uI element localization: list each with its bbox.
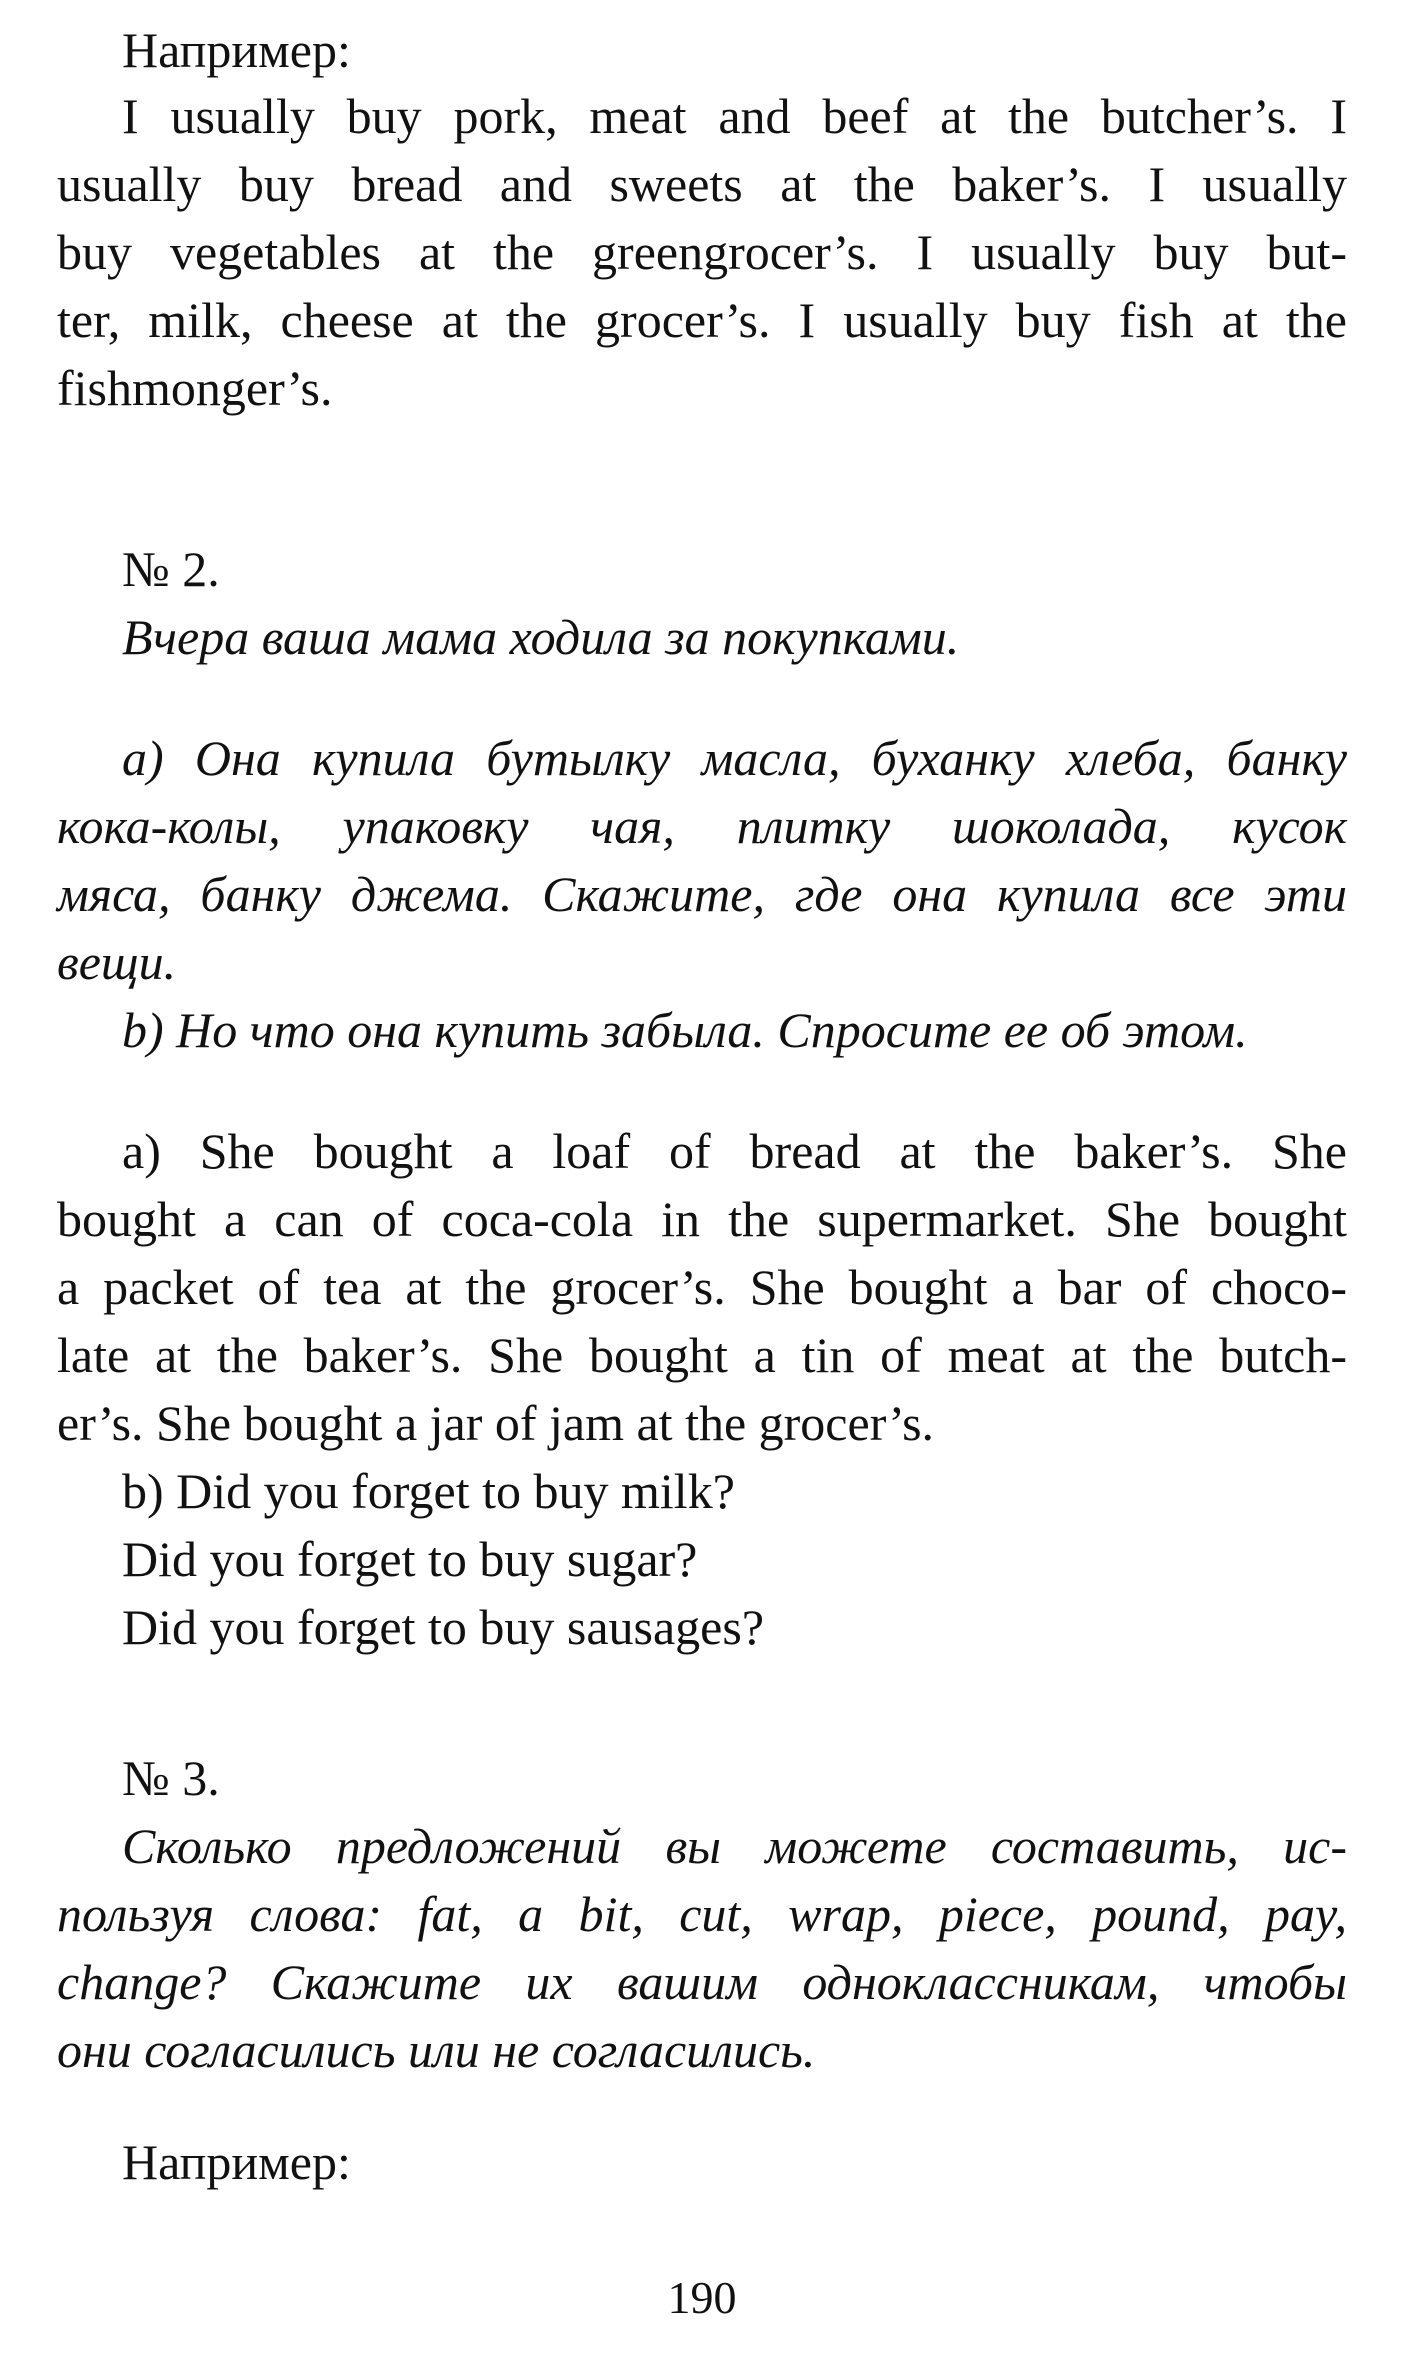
example-heading: Например: bbox=[122, 2134, 351, 2190]
task-a-line: a) Она купила бутылку масла, буханку хлеба, банку bbox=[122, 730, 1347, 786]
task-a-line: кока-колы, упаковку чая, плитку шоколада, кусок bbox=[57, 798, 1347, 854]
task-a-line: вещи. bbox=[57, 934, 177, 990]
answer-a-line: late at the baker’s. She bought a tin of meat at the butch- bbox=[57, 1327, 1347, 1383]
example-line: I usually buy pork, meat and beef at the butcher’s. I bbox=[122, 88, 1347, 144]
task-b-line: b) Но что она купить забыла. Спросите ее об этом. bbox=[122, 1002, 1248, 1058]
answer-a-line: a) She bought a loaf of bread at the baker’s. She bbox=[122, 1123, 1347, 1179]
answer-b-line: Did you forget to buy sugar? bbox=[122, 1531, 698, 1587]
example-heading: Например: bbox=[122, 22, 351, 78]
exercise-instruction-line: Сколько предложений вы можете составить, ис- bbox=[122, 1818, 1347, 1874]
exercise-instruction: Вчера ваша мама ходила за покупками. bbox=[122, 609, 960, 665]
example-line: ter, milk, cheese at the grocer’s. I usually buy fish at the bbox=[57, 292, 1347, 348]
exercise-number: № 3. bbox=[122, 1750, 220, 1806]
example-line: usually buy bread and sweets at the baker’s. I usually bbox=[57, 156, 1347, 212]
example-line: fishmonger’s. bbox=[57, 360, 333, 416]
task-a-line: мяса, банку джема. Скажите, где она купила все эти bbox=[57, 866, 1347, 922]
answer-b-line: b) Did you forget to buy milk? bbox=[122, 1463, 735, 1519]
exercise-instruction-line: они согласились или не согласились. bbox=[57, 2022, 816, 2078]
exercise-instruction-line: change? Скажите их вашим одноклассникам, чтобы bbox=[57, 1954, 1347, 2010]
answer-a-line: bought a can of coca-cola in the supermarket. She bought bbox=[57, 1191, 1347, 1247]
example-line: buy vegetables at the greengrocer’s. I usually buy but- bbox=[57, 224, 1347, 280]
answer-b-line: Did you forget to buy sausages? bbox=[122, 1599, 765, 1655]
page-number: 190 bbox=[667, 2272, 737, 2323]
answer-a-line: er’s. She bought a jar of jam at the grocer’s. bbox=[57, 1395, 935, 1451]
answer-a-line: a packet of tea at the grocer’s. She bought a bar of choco- bbox=[57, 1259, 1347, 1315]
exercise-number: № 2. bbox=[122, 541, 220, 597]
exercise-instruction-line: пользуя слова: fat, a bit, cut, wrap, piece, pound, pay, bbox=[57, 1886, 1347, 1942]
book-page bbox=[57, 0, 1347, 2362]
